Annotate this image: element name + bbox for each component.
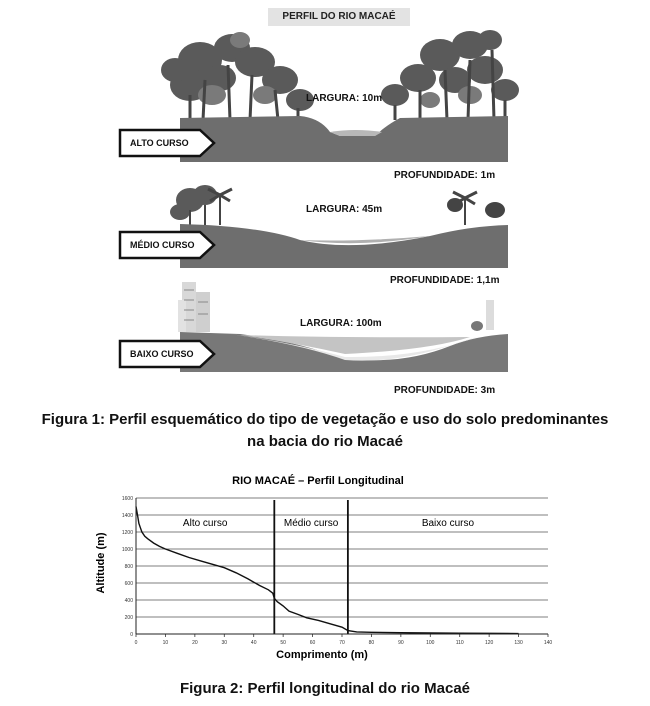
x-tick-label: 0 xyxy=(134,640,138,646)
x-tick-label: 40 xyxy=(250,640,257,646)
figure1-title: PERFIL DO RIO MACAÉ xyxy=(268,8,410,26)
region-label: Médio curso xyxy=(283,518,339,529)
alto-curso-width: LARGURA: 10m xyxy=(306,93,383,104)
x-tick-label: 110 xyxy=(455,640,464,646)
figure1-caption-line1: Figura 1: Perfil esquemático do tipo de vegetação e uso do solo predominantes xyxy=(41,411,609,428)
y-tick-label: 200 xyxy=(124,615,133,621)
medio-curso-width: LARGURA: 45m xyxy=(306,204,383,215)
x-tick-label: 20 xyxy=(192,640,198,646)
x-tick-label: 50 xyxy=(280,640,286,646)
y-tick-label: 800 xyxy=(124,564,133,570)
alto-curso-depth: PROFUNDIDADE: 1m xyxy=(394,170,496,181)
baixo-curso-width: LARGURA: 100m xyxy=(300,318,382,329)
x-axis-label: Comprimento (m) xyxy=(276,649,368,661)
x-tick-label: 70 xyxy=(339,640,345,646)
figure2-caption: Figura 2: Perfil longitudinal do rio Macaé xyxy=(179,680,471,697)
alto-curso-label: ALTO CURSO xyxy=(130,138,189,148)
x-tick-label: 100 xyxy=(426,640,435,646)
baixo-curso-depth: PROFUNDIDADE: 3m xyxy=(394,385,496,396)
medio-curso-depth: PROFUNDIDADE: 1,1m xyxy=(390,275,500,286)
y-tick-label: 600 xyxy=(124,581,133,587)
y-tick-label: 1000 xyxy=(121,547,133,553)
chart-title: RIO MACAÉ – Perfil Longitudinal xyxy=(232,475,404,487)
x-tick-label: 130 xyxy=(514,640,523,646)
y-tick-label: 1600 xyxy=(121,496,133,502)
x-tick-label: 10 xyxy=(162,640,169,646)
y-tick-label: 0 xyxy=(130,632,133,638)
region-label: Alto curso xyxy=(182,518,228,529)
y-tick-label: 1200 xyxy=(121,530,133,536)
x-tick-label: 120 xyxy=(484,640,494,646)
medio-curso-label: MÉDIO CURSO xyxy=(130,240,195,250)
chart-regions xyxy=(183,500,475,634)
x-tick-label: 60 xyxy=(309,640,316,646)
baixo-curso-label: BAIXO CURSO xyxy=(130,349,194,359)
y-tick-label: 1400 xyxy=(121,513,133,519)
longitudinal-profile-chart xyxy=(90,468,570,668)
x-tick-label: 30 xyxy=(221,640,228,646)
y-tick-label: 400 xyxy=(124,598,133,604)
y-axis-label: Altitude (m) xyxy=(95,532,107,594)
x-tick-label: 140 xyxy=(543,640,553,646)
x-tick-label: 80 xyxy=(368,640,375,646)
figure1-caption-line2: na bacia do rio Macaé xyxy=(247,433,403,450)
x-tick-label: 90 xyxy=(398,640,404,646)
region-label: Baixo curso xyxy=(421,518,475,529)
panel-medio-curso-scene xyxy=(170,185,508,268)
